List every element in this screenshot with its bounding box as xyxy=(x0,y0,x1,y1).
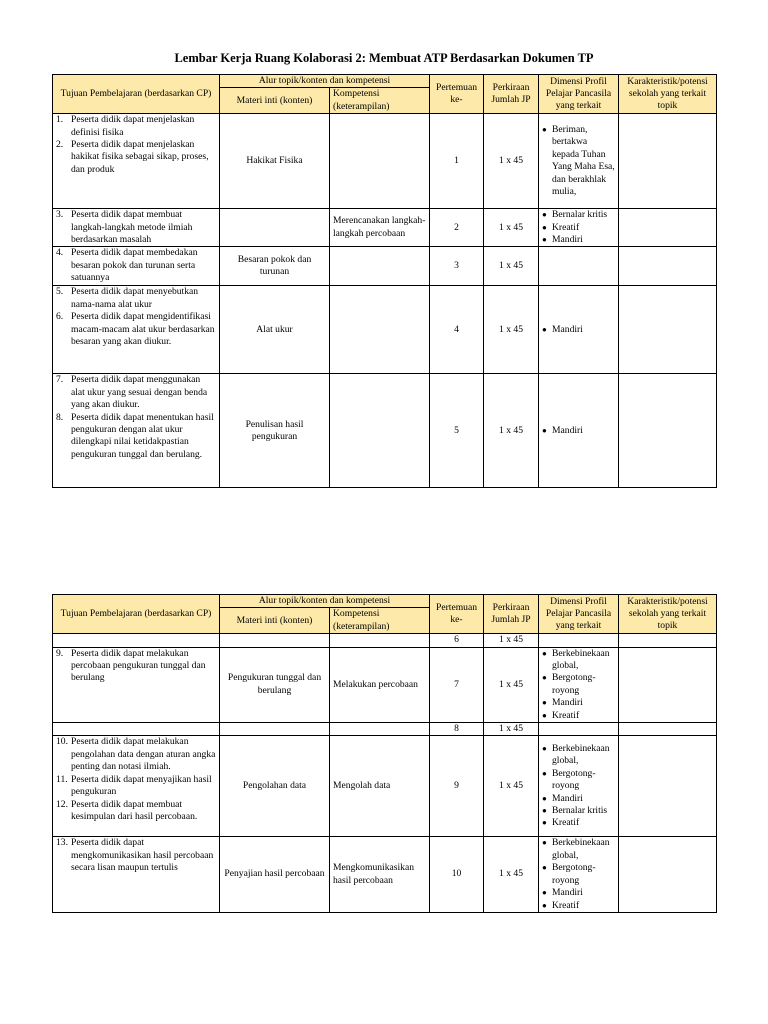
tujuan-number: 9. xyxy=(56,647,64,659)
dimensi-item xyxy=(542,324,615,336)
dimensi-item xyxy=(542,768,615,793)
tujuan-item xyxy=(56,774,216,799)
tujuan-item xyxy=(56,736,216,773)
dimensi-cell xyxy=(539,247,619,286)
dimensi-item xyxy=(542,793,615,805)
dimensi-item xyxy=(542,209,615,221)
materi-cell: Pengukuran tunggal dan berulang xyxy=(220,647,330,722)
pertemuan-cell: 2 xyxy=(430,209,484,247)
tujuan-cell xyxy=(53,723,220,736)
dimensi-item xyxy=(542,648,615,673)
bullet-icon: ● xyxy=(542,888,547,898)
tujuan-list xyxy=(56,209,216,246)
table-row xyxy=(53,374,717,488)
tujuan-item xyxy=(56,374,216,411)
atp-table-1 xyxy=(52,74,717,488)
tujuan-item xyxy=(56,648,216,685)
tujuan-number: 12. xyxy=(56,798,68,810)
dimensi-item xyxy=(542,900,615,912)
tujuan-number: 4. xyxy=(56,247,64,259)
kompetensi-cell xyxy=(330,634,430,647)
bullet-icon: ● xyxy=(542,210,547,220)
pertemuan-cell: 10 xyxy=(430,837,484,912)
tujuan-item xyxy=(56,286,216,311)
karakteristik-cell xyxy=(619,374,717,488)
kompetensi-cell xyxy=(330,247,430,286)
dimensi-text: Bergotong-royong xyxy=(552,862,596,886)
dimensi-cell xyxy=(539,286,619,374)
table-row xyxy=(53,647,717,722)
tujuan-number: 3. xyxy=(56,209,64,221)
dimensi-item xyxy=(542,887,615,899)
dimensi-item xyxy=(542,817,615,829)
tujuan-number: 8. xyxy=(56,411,64,423)
tujuan-text: Peserta didik dapat melakukan percobaan pengukuran tunggal dan berulang xyxy=(71,647,206,684)
header-materi: Materi inti (konten) xyxy=(220,608,330,634)
table-row xyxy=(53,114,717,209)
dimensi-item xyxy=(542,862,615,887)
jp-cell: 1 x 45 xyxy=(484,209,539,247)
tujuan-cell xyxy=(53,736,220,837)
table-row xyxy=(53,837,717,912)
table-row xyxy=(53,634,717,647)
kompetensi-cell xyxy=(330,286,430,374)
header-pertemuan: Pertemuan ke- xyxy=(430,75,484,114)
header-alur: Alur topik/konten dan kompetensi xyxy=(220,75,430,88)
dimensi-text: Beriman, bertakwa kepada Tuhan Yang Maha Esa, dan berakhlak mulia, xyxy=(552,124,615,198)
dimensi-list xyxy=(542,837,615,911)
jp-cell: 1 x 45 xyxy=(484,634,539,647)
pertemuan-cell: 6 xyxy=(430,634,484,647)
dimensi-item xyxy=(542,697,615,709)
tujuan-cell xyxy=(53,286,220,374)
dimensi-text: Berkebinekaan global, xyxy=(552,743,610,767)
jp-cell: 1 x 45 xyxy=(484,837,539,912)
table-row xyxy=(53,209,717,247)
dimensi-text: Mandiri xyxy=(552,697,583,709)
tujuan-number: 10. xyxy=(56,736,68,748)
tujuan-text: Peserta didik dapat membuat kesimpulan dari hasil percobaan. xyxy=(71,798,198,822)
dimensi-cell xyxy=(539,647,619,722)
header-kompetensi: Kompetensi (keterampilan) xyxy=(330,88,430,114)
jp-cell: 1 x 45 xyxy=(484,374,539,488)
tujuan-text: Peserta didik dapat menyebutkan nama-nama alat ukur xyxy=(71,286,199,310)
karakteristik-cell xyxy=(619,209,717,247)
dimensi-list xyxy=(542,209,615,246)
tujuan-cell xyxy=(53,374,220,488)
dimensi-cell xyxy=(539,374,619,488)
bullet-icon: ● xyxy=(542,900,547,910)
dimensi-item xyxy=(542,805,615,817)
dimensi-cell xyxy=(539,837,619,912)
tujuan-text: Peserta didik dapat melakukan pengolahan data dengan aturan angka penting dan notasi ilmiah. xyxy=(71,736,216,773)
document-title: Lembar Kerja Ruang Kolaborasi 2: Membuat ATP Berdasarkan Dokumen TP xyxy=(174,51,594,65)
dimensi-cell xyxy=(539,209,619,247)
materi-cell xyxy=(220,634,330,647)
header-karakteristik: Karakteristik/potensi sekolah yang terkait topik xyxy=(619,595,717,634)
kompetensi-cell: Melakukan percobaan xyxy=(330,647,430,722)
kompetensi-cell xyxy=(330,114,430,209)
header-dimensi: Dimensi Profil Pelajar Pancasila yang terkait xyxy=(539,595,619,634)
jp-cell: 1 x 45 xyxy=(484,647,539,722)
jp-cell: 1 x 45 xyxy=(484,736,539,837)
pertemuan-cell: 7 xyxy=(430,647,484,722)
tujuan-item xyxy=(56,139,216,176)
tujuan-item xyxy=(56,837,216,874)
dimensi-text: Kreatif xyxy=(552,817,580,829)
tujuan-item xyxy=(56,209,216,246)
pertemuan-cell: 5 xyxy=(430,374,484,488)
kompetensi-cell xyxy=(330,723,430,736)
materi-cell: Pengolahan data xyxy=(220,736,330,837)
jp-cell: 1 x 45 xyxy=(484,723,539,736)
dimensi-item xyxy=(542,743,615,768)
pertemuan-cell: 4 xyxy=(430,286,484,374)
bullet-icon: ● xyxy=(542,744,547,754)
header-dimensi: Dimensi Profil Pelajar Pancasila yang terkait xyxy=(539,75,619,114)
tujuan-text: Peserta didik dapat menggunakan alat ukur yang sesuai dengan benda yang akan diukur. xyxy=(71,374,208,411)
tujuan-cell xyxy=(53,647,220,722)
dimensi-text: Berkebinekaan global, xyxy=(552,647,610,672)
tujuan-item xyxy=(56,311,216,348)
tujuan-list xyxy=(56,374,216,461)
karakteristik-cell xyxy=(619,286,717,374)
tujuan-text: Peserta didik dapat menyajikan hasil pengukuran xyxy=(71,773,212,798)
tujuan-number: 11. xyxy=(56,773,68,785)
dimensi-text: Bernalar kritis xyxy=(552,805,608,817)
bullet-icon: ● xyxy=(542,710,547,720)
bullet-icon: ● xyxy=(542,818,547,828)
tujuan-list xyxy=(56,736,216,823)
karakteristik-cell xyxy=(619,247,717,286)
tujuan-cell xyxy=(53,634,220,647)
karakteristik-cell xyxy=(619,723,717,736)
header-tujuan: Tujuan Pembelajaran (berdasarkan CP) xyxy=(53,75,220,114)
tujuan-cell xyxy=(53,209,220,247)
tujuan-text: Peserta didik dapat menjelaskan definisi fisika xyxy=(71,114,195,138)
tujuan-item xyxy=(56,114,216,139)
tujuan-number: 5. xyxy=(56,286,64,298)
dimensi-list xyxy=(542,743,615,830)
bullet-icon: ● xyxy=(542,235,547,245)
tujuan-number: 1. xyxy=(56,114,64,126)
bullet-icon: ● xyxy=(542,863,547,873)
materi-cell: Besaran pokok dan turunan xyxy=(220,247,330,286)
materi-cell: Alat ukur xyxy=(220,286,330,374)
table-row xyxy=(53,723,717,736)
bullet-icon: ● xyxy=(542,425,547,435)
dimensi-text: Kreatif xyxy=(552,709,580,721)
tujuan-text: Peserta didik dapat membuat langkah-langkah metode ilmiah berdasarkan masalah xyxy=(71,209,193,246)
tujuan-item xyxy=(56,412,216,462)
header-pertemuan: Pertemuan ke- xyxy=(430,595,484,634)
materi-cell: Penulisan hasil pengukuran xyxy=(220,374,330,488)
pertemuan-cell: 8 xyxy=(430,723,484,736)
tujuan-list xyxy=(56,837,216,874)
dimensi-list xyxy=(542,324,615,336)
dimensi-text: Berkebinekaan global, xyxy=(552,837,610,861)
bullet-icon: ● xyxy=(542,673,547,683)
jp-cell: 1 x 45 xyxy=(484,114,539,209)
dimensi-text: Bernalar kritis xyxy=(552,209,608,221)
tujuan-number: 2. xyxy=(56,139,64,151)
dimensi-text: Bergotong-royong xyxy=(552,767,596,792)
tujuan-list xyxy=(56,286,216,348)
dimensi-list xyxy=(542,124,615,198)
pertemuan-cell: 3 xyxy=(430,247,484,286)
tujuan-cell xyxy=(53,114,220,209)
bullet-icon: ● xyxy=(542,324,547,334)
dimensi-text: Mandiri xyxy=(552,424,583,436)
bullet-icon: ● xyxy=(542,806,547,816)
kompetensi-cell: Mengolah data xyxy=(330,736,430,837)
dimensi-text: Mandiri xyxy=(552,792,583,804)
dimensi-cell xyxy=(539,634,619,647)
karakteristik-cell xyxy=(619,837,717,912)
materi-cell xyxy=(220,723,330,736)
tujuan-item xyxy=(56,247,216,284)
dimensi-text: Kreatif xyxy=(552,221,580,233)
header-alur: Alur topik/konten dan kompetensi xyxy=(220,595,430,608)
bullet-icon: ● xyxy=(542,768,547,778)
materi-cell: Penyajian hasil percobaan xyxy=(220,837,330,912)
tujuan-number: 6. xyxy=(56,311,64,323)
materi-cell: Hakikat Fisika xyxy=(220,114,330,209)
tujuan-list xyxy=(56,247,216,284)
dimensi-list xyxy=(542,425,615,437)
tujuan-text: Peserta didik dapat menjelaskan hakikat fisika sebagai sikap, proses, dan produk xyxy=(71,139,209,175)
bullet-icon: ● xyxy=(542,125,547,134)
dimensi-item xyxy=(542,710,615,722)
jp-cell: 1 x 45 xyxy=(484,286,539,374)
kompetensi-cell xyxy=(330,374,430,488)
karakteristik-cell xyxy=(619,736,717,837)
header-tujuan: Tujuan Pembelajaran (berdasarkan CP) xyxy=(53,595,220,634)
dimensi-item xyxy=(542,672,615,697)
dimensi-cell xyxy=(539,114,619,209)
dimensi-list xyxy=(542,648,615,722)
tujuan-list xyxy=(56,114,216,176)
dimensi-item xyxy=(542,234,615,246)
tujuan-text: Peserta didik dapat mengkomunikasikan hasil percobaan secara lisan maupun tertulis xyxy=(71,837,214,874)
dimensi-item xyxy=(542,837,615,862)
dimensi-text: Kreatif xyxy=(552,899,580,911)
tujuan-cell xyxy=(53,837,220,912)
dimensi-item xyxy=(542,222,615,234)
kompetensi-cell: Mengkomunikasikan hasil percobaan xyxy=(330,837,430,912)
tujuan-text: Peserta didik dapat menentukan hasil pengukuran dengan alat ukur dilengkapi nilai ketidakpastian pengukuran tunggal dan berulang. xyxy=(71,411,214,460)
dimensi-text: Mandiri xyxy=(552,234,583,246)
karakteristik-cell xyxy=(619,114,717,209)
karakteristik-cell xyxy=(619,634,717,647)
dimensi-cell xyxy=(539,723,619,736)
bullet-icon: ● xyxy=(542,648,547,658)
header-materi: Materi inti (konten) xyxy=(220,88,330,114)
tujuan-item xyxy=(56,799,216,824)
header-jp: Perkiraan Jumlah JP xyxy=(484,595,539,634)
kompetensi-cell: Merencanakan langkah-langkah percobaan xyxy=(330,209,430,247)
header-jp: Perkiraan Jumlah JP xyxy=(484,75,539,114)
pertemuan-cell: 1 xyxy=(430,114,484,209)
bullet-icon: ● xyxy=(542,698,547,708)
dimensi-text: Bergotong-royong xyxy=(552,672,596,696)
jp-cell: 1 x 45 xyxy=(484,247,539,286)
header-kompetensi: Kompetensi (keterampilan) xyxy=(330,608,430,634)
pertemuan-cell: 9 xyxy=(430,736,484,837)
dimensi-text: Mandiri xyxy=(552,887,583,899)
dimensi-item xyxy=(542,124,615,198)
tujuan-cell xyxy=(53,247,220,286)
dimensi-text: Mandiri xyxy=(552,323,583,335)
tujuan-text: Peserta didik dapat membedakan besaran pokok dan turunan serta satuannya xyxy=(71,247,198,284)
table-row xyxy=(53,736,717,837)
tujuan-text: Peserta didik dapat mengidentifikasi macam-macam alat ukur berdasarkan besaran yang akan diukur. xyxy=(71,311,215,348)
dimensi-item xyxy=(542,425,615,437)
bullet-icon: ● xyxy=(542,222,547,232)
tujuan-number: 7. xyxy=(56,374,64,386)
atp-table-2 xyxy=(52,594,717,913)
table-row xyxy=(53,247,717,286)
materi-cell xyxy=(220,209,330,247)
tujuan-list xyxy=(56,648,216,685)
dimensi-cell xyxy=(539,736,619,837)
tujuan-number: 13. xyxy=(56,837,68,849)
table-row xyxy=(53,286,717,374)
header-karakteristik: Karakteristik/potensi sekolah yang terkait topik xyxy=(619,75,717,114)
bullet-icon: ● xyxy=(542,838,547,848)
karakteristik-cell xyxy=(619,647,717,722)
bullet-icon: ● xyxy=(542,793,547,803)
